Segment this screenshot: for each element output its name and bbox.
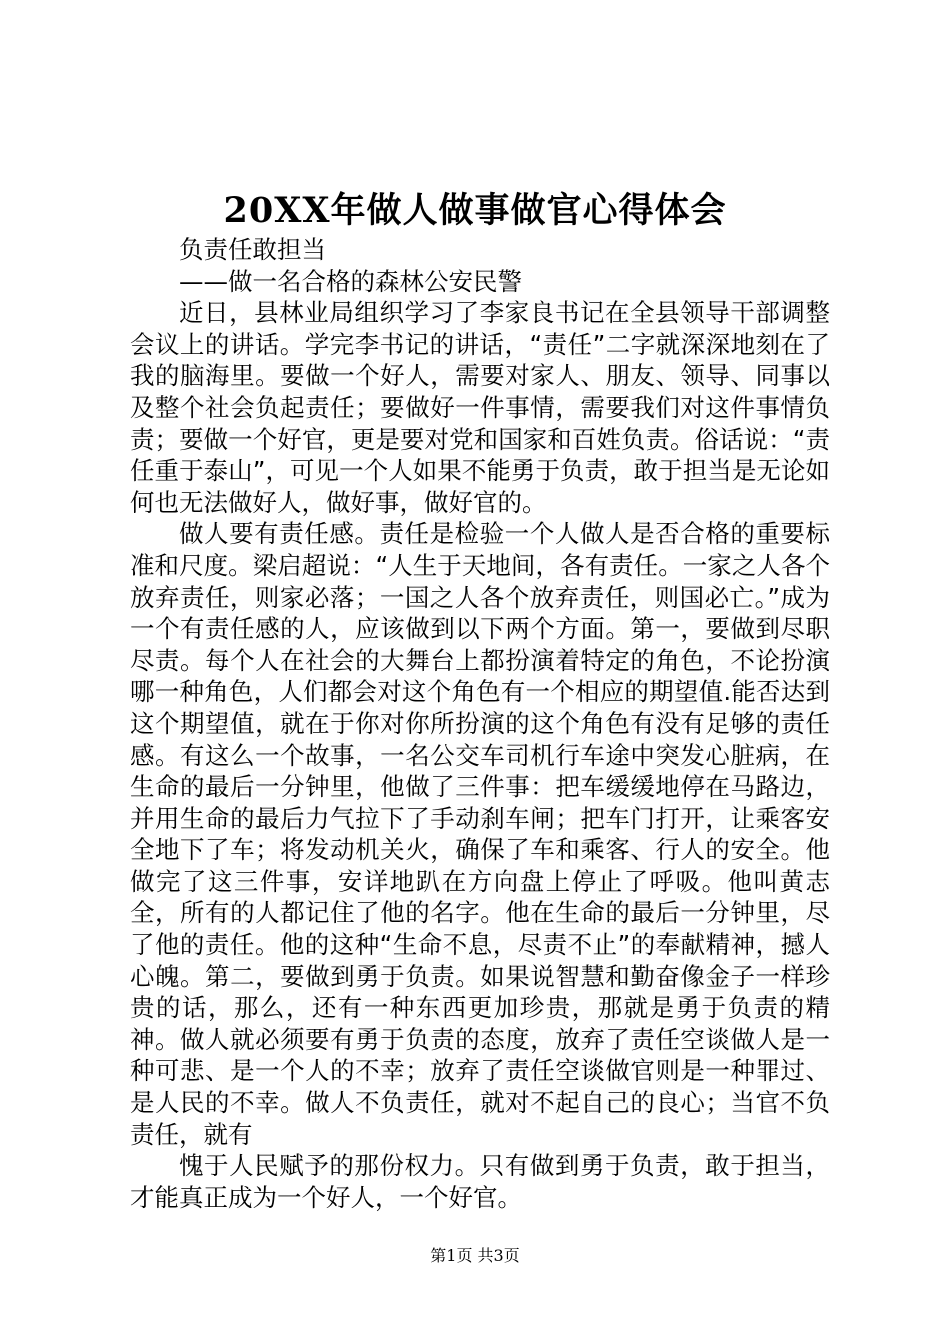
subtitle-heading: 负责任敢担当	[179, 235, 326, 264]
body-paragraph: 愧于人民赋予的那份权力。只有做到勇于负责，敢于担当，才能真正成为一个好人，一个好官。	[130, 1151, 830, 1212]
body-paragraph: 近日，县林业局组织学习了李家良书记在全县领导干部调整会议上的讲话。学完李书记的讲话，“责任”二字就深深地刻在了我的脑海里。要做一个好人，需要对家人、朋友、领导、同事以及整个社会负起责任；要做好一件事情，需要我们对这件事情负责；要做一个好官，更是要对党和国家和百姓负责。俗话说：“责任重于泰山”，可见一个人如果不能勇于负责，敢于担当是无论如何也无法做好人，做好事，做好官的。	[130, 298, 830, 517]
body-paragraph: 做人要有责任感。责任是检验一个人做人是否合格的重要标准和尺度。梁启超说：“人生于天地间，各有责任。一家之人各个放弃责任，则家必落；一国之人各个放弃责任，则国必亡。”成为一个有责任感的人，应该做到以下两个方面。第一，要做到尽职尽责。每个人在社会的大舞台上都扮演着特定的角色，不论扮演哪一种角色，人们都会对这个角色有一个相应的期望值.能否达到这个期望值，就在于你对你所扮演的这个角色有没有足够的责任感。有这么一个故事，一名公交车司机行车途中突发心脏病，在生命的最后一分钟里，他做了三件事：把车缓缓地停在马路边，并用生命的最后力气拉下了手动刹车闸；把车门打开，让乘客安全地下了车；将发动机关火，确保了车和乘客、行人的安全。他做完了这三件事，安详地趴在方向盘上停止了呼吸。他叫黄志全，所有的人都记住了他的名字。他在生命的最后一分钟里，尽了他的责任。他的这种“生命不息，尽责不止”的奉献精神，撼人心魄。第二，要做到勇于负责。如果说智慧和勤奋像金子一样珍贵的话，那么，还有一种东西更加珍贵，那就是勇于负责的精神。做人就必须要有勇于负责的态度，放弃了责任空谈做人是一种可悲、是一个人的不幸；放弃了责任空谈做官则是一种罪过、是人民的不幸。做人不负责任，就对不起自己的良心；当官不负责任，就有	[130, 519, 830, 1149]
document-body	[130, 234, 830, 1213]
subtitle-subheading: ——做一名合格的森林公安民警	[179, 266, 522, 296]
document-title: 20XX年做人做事做官心得体会	[223, 190, 727, 231]
page-number-footer: 第1页 共3页	[430, 1246, 520, 1265]
